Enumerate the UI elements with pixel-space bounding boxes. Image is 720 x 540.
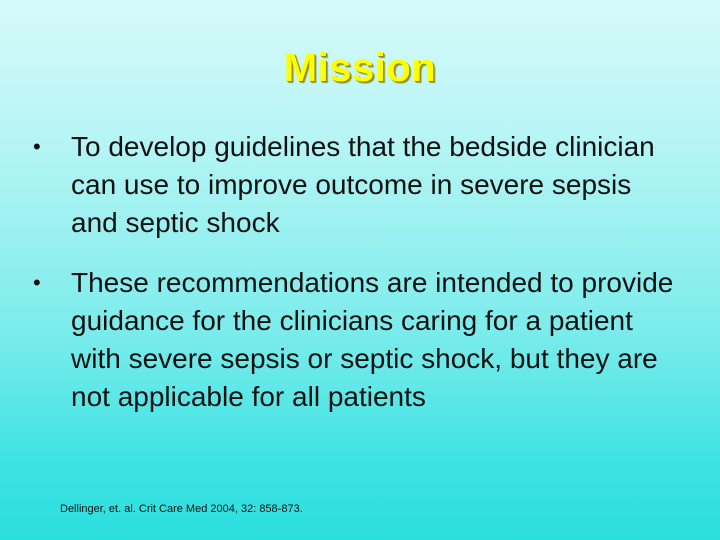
bullet-item-1 [0,128,681,242]
bullet-list [0,128,720,438]
bullet-text-2: These recommendations are intended to provide guidance for the clinicians caring for a patient with severe sepsis or septic shock, but they are not applicable for all patients [71,267,674,412]
bullet-icon: • [33,270,41,295]
bullet-icon: • [33,134,41,159]
slide-title: Mission [283,46,437,90]
citation: Dellinger, et. al. Crit Care Med 2004, 32: 858-873. [60,503,303,515]
bullet-item-2 [0,264,681,416]
bullet-text-1: To develop guidelines that the bedside clinician can use to improve outcome in severe sepsis and septic shock [71,131,655,238]
